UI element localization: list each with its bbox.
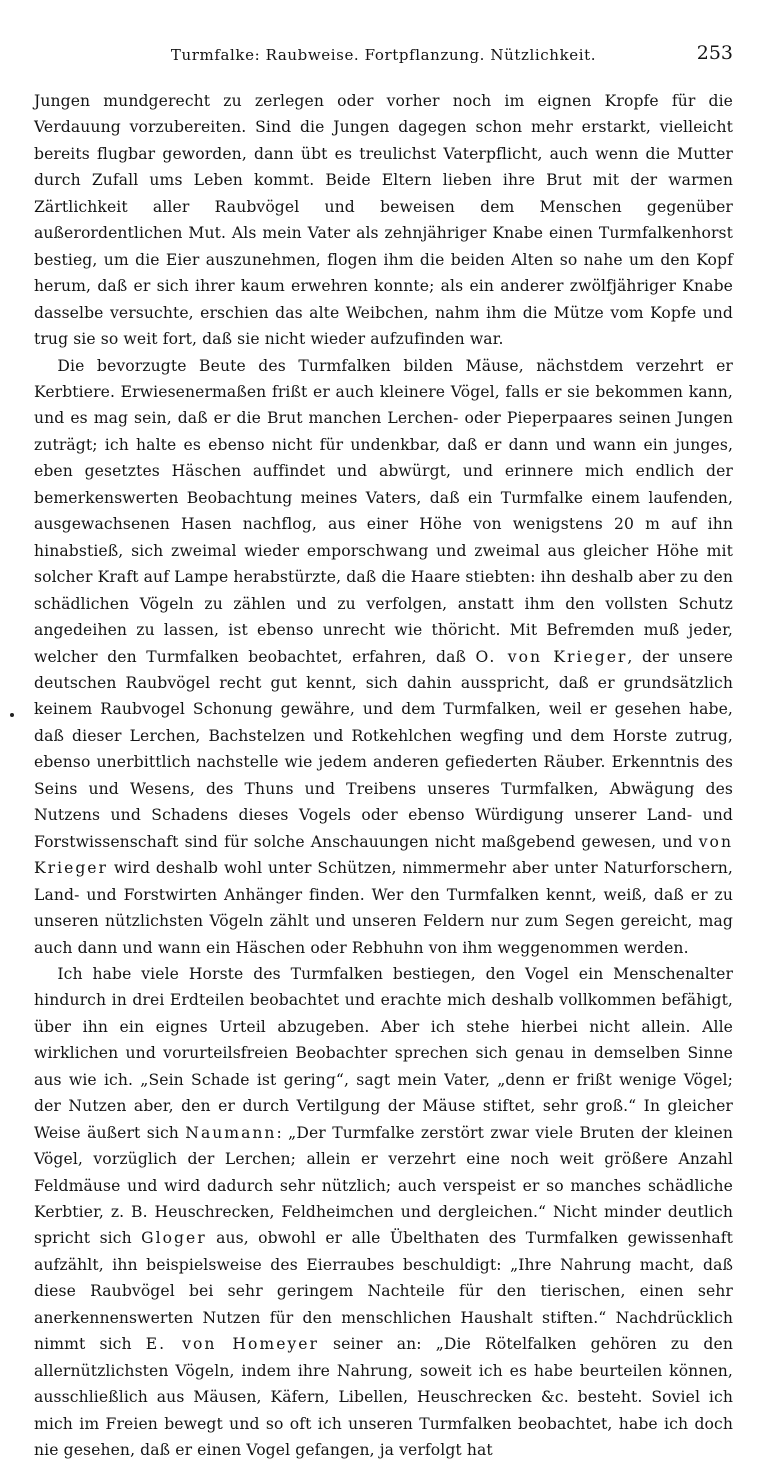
- author-name-krieger-2: von Krieger: [34, 832, 733, 878]
- paragraph-2-text-b: , der unsere deutschen Raubvögel recht gut kennt, sich dahin ausspricht, daß er grundsätzlich keinem Raubvogel Schonung gewähre, und dem Turmfalken, weil er gesehen habe, daß dieser Lerchen, Bachstelzen und Rotkehlchen wegfing und dem Horste zutrug, ebenso unerbittlich nachstelle wie jedem anderen gefiederten Räuber. Erkenntnis des Seins und Wesens, des Thuns und Treibens unseres Turmfalken, Abwägung des Nutzens und Schadens dieses Vogels oder ebenso Würdigung unserer Land- und Forstwissenschaft sind für solche Anschauungen nicht maßgebend gewesen, und: [34, 647, 733, 851]
- running-head: Turmfalke: Raubweise. Fortpflanzung. Nützlichkeit.: [170, 46, 597, 64]
- paragraph-2-text-a: Die bevorzugte Beute des Turmfalken bilden Mäuse, nächstdem verzehrt er Kerbtiere. Erwiesenermaßen frißt er auch kleinere Vögel, falls er sie bekommen kann, und es mag sein, daß er die Brut manchen Lerchen- oder Pieperpaares seinen Jungen zuträgt; ich halte es ebenso nicht für undenkbar, daß er dann und wann ein junges, eben gesetztes Häschen auffindet und abwürgt, und erinnere mich endlich der bemerkenswerten Beobachtung meines Vaters, daß ein Turmfalke einem laufenden, ausgewachsenen Hasen nachflog, aus einer Höhe von wenigstens 20 m auf ihn hinabstieß, sich zweimal wieder emporschwang und zweimal aus gleicher Höhe mit solcher Kraft auf Lampe herabstürzte, daß die Haare stiebten: ihn deshalb aber zu den schädlichen Vögeln zu zählen und zu verfolgen, anstatt ihm den vollsten Schutz angedeihen zu lassen, ist ebenso unrecht wie thöricht. Mit Befremden muß jeder, welcher den Turmfalken beobachtet, erfahren, daß: [34, 356, 733, 666]
- author-name-naumann: Naumann: [185, 1123, 277, 1142]
- paragraph-3-text-a: Ich habe viele Horste des Turmfalken bestiegen, den Vogel ein Menschenalter hindurch in drei Erdteilen beobachtet und erachte mich deshalb vollkommen befähigt, über ihn ein eignes Urteil abzugeben. Aber ich stehe hierbei nicht allein. Alle wirklichen und vorurteilsfreien Beobachter sprechen sich genau in demselben Sinne aus wie ich. „Sein Schade ist gering“, sagt mein Vater, „denn er frißt wenige Vögel; der Nutzen aber, den er durch Vertilgung der Mäuse stiftet, sehr groß.“ In gleicher Weise äußert sich: [34, 964, 733, 1142]
- author-name-homeyer: E. von Homeyer: [145, 1335, 319, 1354]
- paragraph-1: [34, 88, 733, 353]
- body-text: [34, 88, 733, 1464]
- author-name-krieger: O. von Krieger: [475, 647, 628, 666]
- paragraph-3-text-b: : „Der Turmfalke zerstört zwar viele Bruten der kleinen Vögel, vorzüglich der Lerchen; allein er verzehrt eine noch weit größere Anzahl Feldmäuse und wird dadurch sehr nützlich; auch verspeist er so manches schädliche Kerbtier, z. B. Heuschrecken, Feldheimchen und dergleichen.“ Nicht minder deutlich spricht sich: [34, 1123, 734, 1248]
- paragraph-2-text-c: wird deshalb wohl unter Schützen, nimmermehr aber unter Naturforschern, Land- und Forstwirten Anhänger finden. Wer den Turmfalken kennt, weiß, daß er zu unseren nützlichsten Vögeln zählt und unseren Feldern nur zum Segen gereicht, mag auch dann und wann ein Häschen oder Rebhuhn von ihm weggenommen werden.: [34, 859, 733, 957]
- paragraph-3-text-c: aus, obwohl er alle Übelthaten des Turmfalken gewissenhaft aufzählt, ihn beispielsweise des Eierraubes beschuldigt: „Ihre Nahrung macht, daß diese Raubvögel bei sehr geringem Nachteile für den tierischen, einen sehr anerkennenswerten Nutzen für den menschlichen Haushalt stiften.“ Nachdrücklich nimmt sich: [34, 1229, 733, 1354]
- page-header: [34, 42, 733, 76]
- margin-mark: [10, 713, 14, 717]
- paragraph-1-text: Jungen mundgerecht zu zerlegen oder vorher noch im eignen Kropfe für die Verdauung vorzubereiten. Sind die Jungen dagegen schon mehr erstarkt, vielleicht bereits flugbar geworden, dann übt es treulichst Vaterpflicht, auch wenn die Mutter durch Zufall ums Leben kommt. Beide Eltern lieben ihre Brut mit der warmen Zärtlichkeit aller Raubvögel und beweisen dem Menschen gegenüber außerordentlichen Mut. Als mein Vater als zehnjähriger Knabe einen Turmfalkenhorst bestieg, um die Eier auszunehmen, flogen ihm die beiden Alten so nahe um den Kopf herum, daß er sich ihrer kaum erwehren konnte; als ein anderer zwölfjähriger Knabe dasselbe versuchte, erschien das alte Weibchen, nahm ihm die Mütze vom Kopfe und trug sie so weit fort, daß sie nicht wieder aufzufinden war.: [34, 92, 733, 349]
- page-number: 253: [696, 42, 733, 64]
- paragraph-3-text-d: seiner an: „Die Rötelfalken gehören zu den allernützlichsten Vögeln, indem ihre Nahrung, soweit ich es habe beurteilen können, ausschließlich aus Mäusen, Käfern, Libellen, Heuschrecken &c. besteht. Soviel ich mich im Freien bewegt und so oft ich unseren Turmfalken beobachtet, habe ich doch nie gesehen, daß er einen Vogel gefangen, ja verfolgt hat: [34, 1335, 733, 1460]
- author-name-gloger: Gloger: [141, 1229, 207, 1248]
- paragraph-3: [34, 961, 733, 1464]
- paragraph-2: [34, 353, 733, 961]
